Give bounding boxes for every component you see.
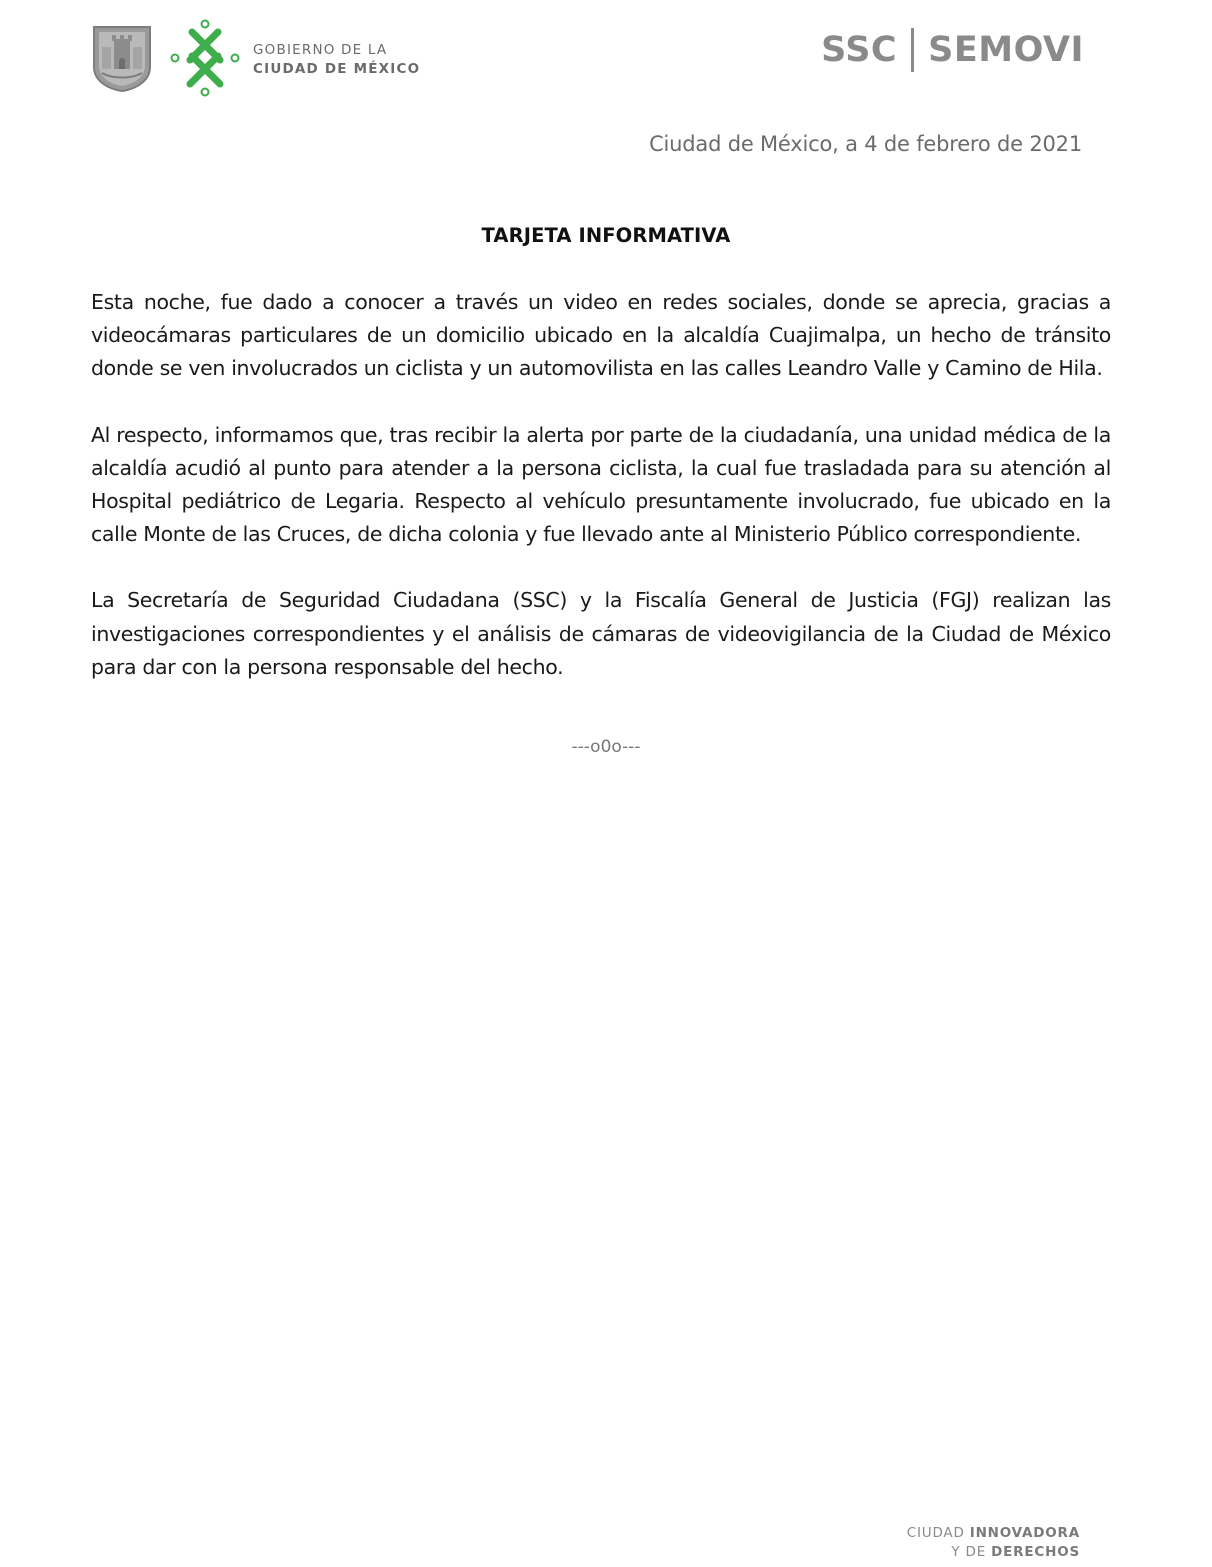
document-body <box>91 286 1111 717</box>
letterhead <box>0 0 1212 110</box>
closing-mark: ---o0o--- <box>571 737 641 757</box>
agency-divider <box>911 28 914 72</box>
document-title: TARJETA INFORMATIVA <box>481 224 731 247</box>
paragraph-3: La Secretaría de Seguridad Ciudadana (SSC) y la Fiscalía General de Justicia (FGJ) realizan las investigaciones correspondientes y el análisis de cámaras de videovigilancia de la Ciudad de México para dar con la persona responsable del hecho. <box>91 588 1111 679</box>
footer-line-2 <box>907 1543 1080 1562</box>
government-name <box>253 41 420 79</box>
cdmx-green-logo-icon <box>170 18 240 98</box>
document-date: Ciudad de México, a 4 de febrero de 2021 <box>649 132 1082 156</box>
government-line-1: GOBIERNO DE LA <box>253 42 388 58</box>
footer-line-2-bold: DERECHOS <box>991 1544 1080 1560</box>
footer-line-1 <box>907 1524 1080 1543</box>
footer-slogan <box>907 1524 1080 1562</box>
agency-names <box>821 28 1084 72</box>
paragraph-1: Esta noche, fue dado a conocer a través un video en redes sociales, donde se aprecia, gracias a videocámaras particulares de un domicilio ubicado en la alcaldía Cuajimalpa, un hecho de tránsito donde se ven involucrados un ciclista y un automovilista en las calles Leandro Valle y Camino de Hila. <box>91 290 1111 381</box>
government-line-2: CIUDAD DE MÉXICO <box>253 61 421 77</box>
coat-of-arms-icon <box>92 25 152 93</box>
agency-semovi: SEMOVI <box>928 30 1084 70</box>
agency-ssc: SSC <box>821 30 898 70</box>
footer-line-1-bold: INNOVADORA <box>969 1525 1080 1541</box>
footer-line-1-regular: CIUDAD <box>906 1525 970 1541</box>
paragraph-2: Al respecto, informamos que, tras recibir la alerta por parte de la ciudadanía, una unidad médica de la alcaldía acudió al punto para atender a la persona ciclista, la cual fue trasladada para su atención al Hospital pediátrico de Legaria. Respecto al vehículo presuntamente involucrado, fue ubicado en la calle Monte de las Cruces, de dicha colonia y fue llevado ante al Ministerio Público correspondiente. <box>91 422 1111 547</box>
footer-line-2-regular: Y DE <box>951 1544 992 1560</box>
